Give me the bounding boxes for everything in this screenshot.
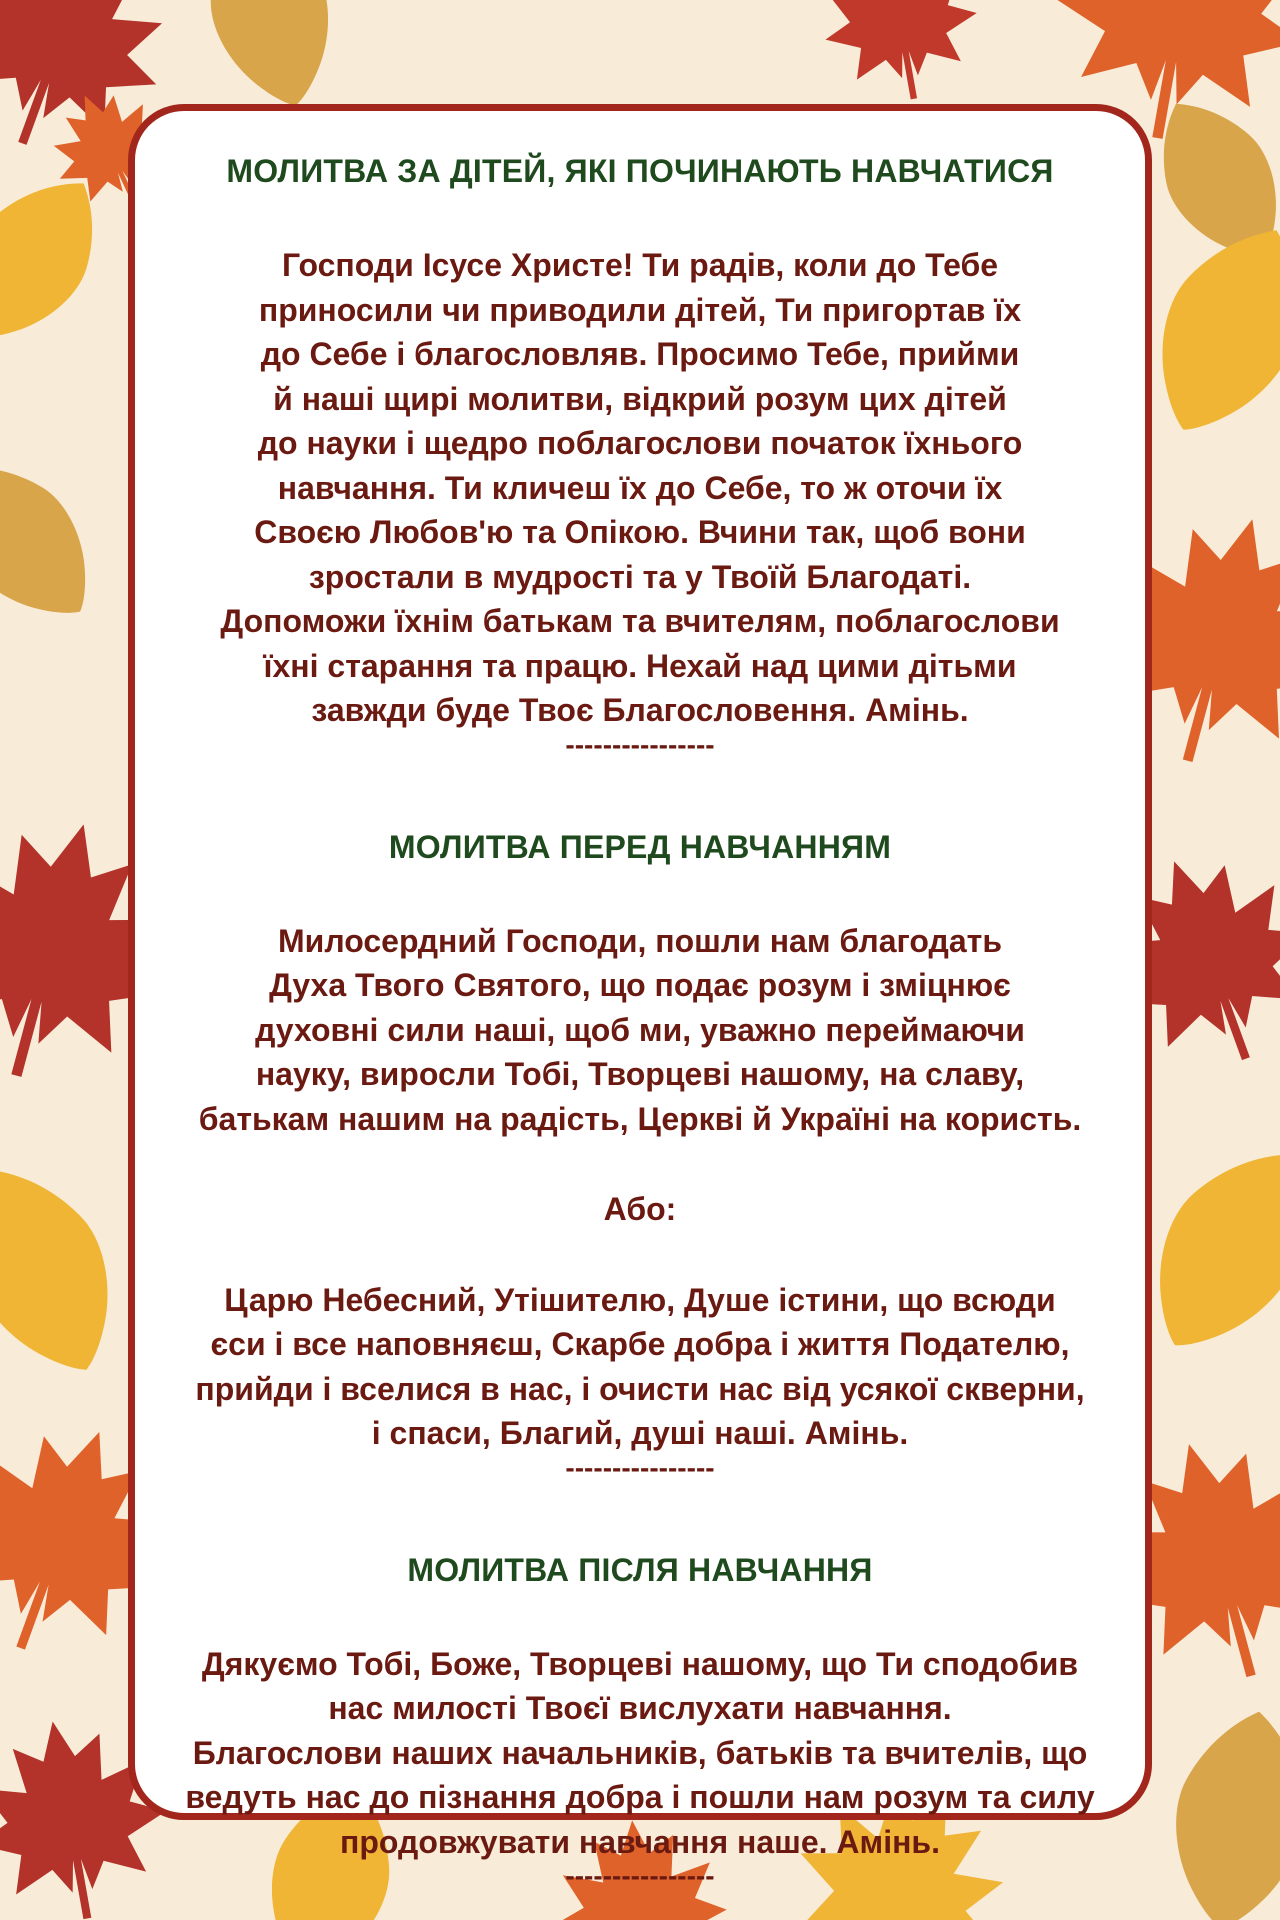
prayer-text: Милосердний Господи, пошли нам благодать Духа Твого Святого, що подає розум і зміцнює духовні сили наші, щоб ми, уважно переймаючи науку, виросли Тобі, Творцеві нашому, на славу, батькам нашим на радість, Церкві й Україні на користь. xyxy=(198,922,1082,1137)
prayer-text: Господи Ісусе Христе! Ти радів, коли до Тебе приносили чи приводили дітей, Ти пригортав їх до Себе і благословляв. Просимо Тебе, прийми й наші щирі молитви, відкрий розум цих дітей до науки і щедро поблагослови початок їхнього навчання. Ти кличеш їх до Себе, то ж оточи їх Своєю Любов'ю та Опікою. Вчини так, щоб вони зростали в мудрості та у Твоїй Благодаті. Допоможи їхнім батькам та вчителям, поблагослови їхні старання та працю. Нехай над цими дітьми завжди буде Твоє Благословення. Амінь. xyxy=(220,247,1060,728)
or-label: Або: xyxy=(603,1191,677,1227)
prayer-card xyxy=(128,104,1152,1891)
leaf-tan-icon xyxy=(1158,1701,1280,1920)
separator: ---------------- xyxy=(565,728,715,760)
leaf-yellow-icon xyxy=(0,1143,144,1396)
section-title: МОЛИТВА ПЕРЕД НАВЧАННЯМ xyxy=(388,828,892,865)
leaf-yellow-icon xyxy=(0,152,128,368)
section-title: МОЛИТВА ПІСЛЯ НАВЧАННЯ xyxy=(407,1551,873,1588)
separator: ---------------- xyxy=(565,1860,715,1891)
prayer-text: Царю Небесний, Утішителю, Душе істини, що всюди єси і все наповняєш, Скарбе добра і життя Подателю, прийди і вселися в нас, і очисти нас від усякої скверни, і спаси, Благий, душі наші. Амінь. xyxy=(195,1281,1085,1451)
leaf-tan-icon xyxy=(0,433,122,646)
separator: ---------------- xyxy=(565,1451,715,1483)
prayer-text: Дякуємо Тобі, Боже, Творцеві нашому, що Ти сподобив нас милості Твоєї вислухати навчання. Благослови наших начальників, батьків та вчителів, що ведуть нас до пізнання добра і пошли нам розум та силу продовжувати навчання наше. Амінь. xyxy=(185,1645,1095,1860)
section-title: МОЛИТВА ЗА ДІТЕЙ, ЯКІ ПОЧИНАЮТЬ НАВЧАТИСЯ xyxy=(226,153,1054,189)
leaf-red-icon xyxy=(810,0,989,112)
leaf-tan-icon xyxy=(189,0,351,121)
